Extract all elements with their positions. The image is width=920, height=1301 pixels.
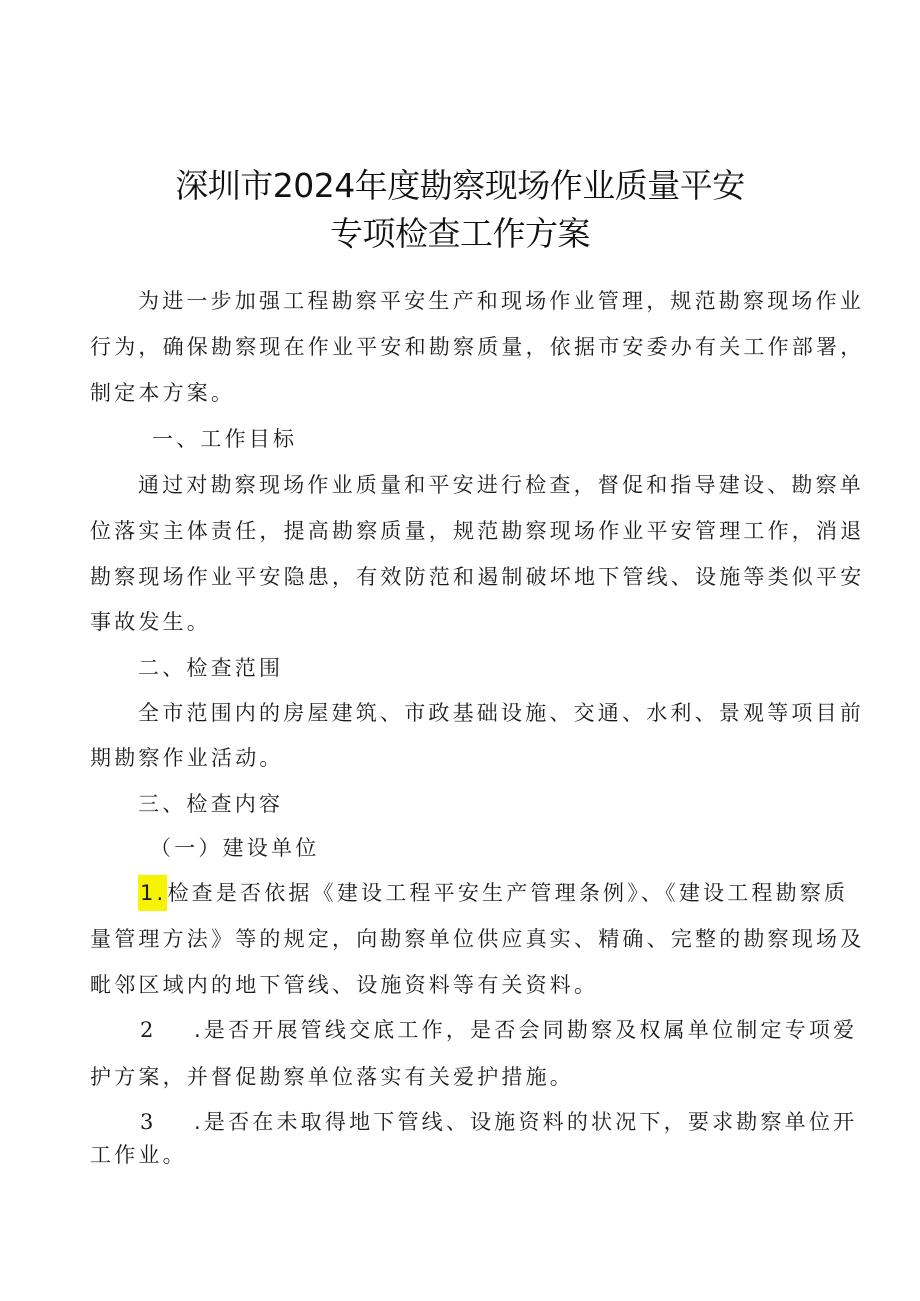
item-3-line-2: 工作业。: [90, 1143, 187, 1167]
item-1-line-1: [138, 878, 888, 908]
item-1-line-2: 量管理方法》等的规定，向勘察单位供应真实、精确、完整的勘察现场及: [90, 927, 865, 951]
section-1-line-2: 位落实主体责任，提高勘察质量，规范勘察现场作业平安管理工作，消退: [90, 519, 865, 543]
item-1-number-highlight: 1.: [138, 875, 167, 911]
item-2-number: 2: [140, 1018, 154, 1042]
document-title-line-1: 深圳市2024年度勘察现场作业质量平安: [175, 166, 745, 205]
document-title-line-2: 专项检查工作方案: [330, 214, 590, 253]
section-1-line-3: 勘察现场作业平安隐患，有效防范和遏制破坏地下管线、设施等类似平安: [90, 565, 865, 589]
intro-line-2: 行为，确保勘察现在作业平安和勘察质量，依据市安委办有关工作部署，: [90, 335, 865, 359]
section-1-line-4: 事故发生。: [90, 610, 211, 634]
item-3-number: 3: [140, 1110, 154, 1134]
item-1-line-3: 毗邻区域内的地下管线、设施资料等有关资料。: [90, 973, 599, 997]
section-2-heading: 二、检查范围: [138, 656, 284, 680]
item-2-text: .是否开展管线交底工作，是否会同勘察及权属单位制定专项爱: [194, 1018, 858, 1042]
item-2-line-1: [140, 1015, 890, 1045]
section-3-heading: 三、检查内容: [138, 792, 284, 816]
section-1-heading: 一、工作目标: [152, 427, 298, 451]
item-2-line-2: 护方案，并督促勘察单位落实有关爱护措施。: [90, 1065, 574, 1089]
section-2-line-1: 全市范围内的房屋建筑、市政基础设施、交通、水利、景观等项目前: [138, 701, 864, 725]
intro-line-1: 为进一步加强工程勘察平安生产和现场作业管理，规范勘察现场作业: [138, 289, 864, 313]
item-3-line-1: [140, 1107, 890, 1137]
intro-line-3: 制定本方案。: [90, 381, 236, 405]
section-3-sub-heading: （一）建设单位: [150, 836, 320, 860]
item-1-text: 检查是否依据《建设工程平安生产管理条例》、《建设工程勘察质: [167, 881, 849, 905]
section-2-line-2: 期勘察作业活动。: [90, 746, 284, 770]
section-1-line-1: 通过对勘察现场作业质量和平安进行检查，督促和指导建设、勘察单: [138, 473, 864, 497]
item-3-text: .是否在未取得地下管线、设施资料的状况下，要求勘察单位开: [194, 1110, 858, 1134]
